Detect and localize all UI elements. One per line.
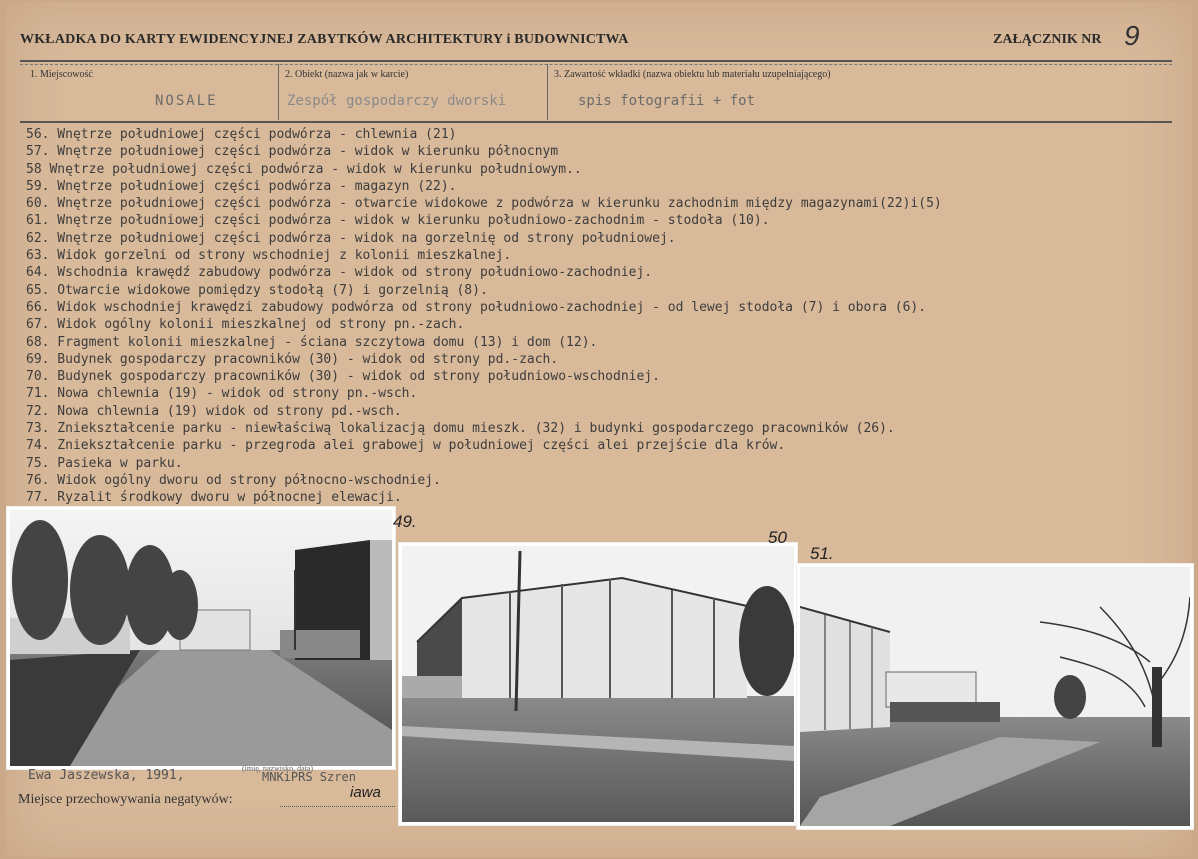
annex-number: 9 [1124, 20, 1140, 51]
list-item: 64. Wschodnia krawędź zabudowy podwórza - widok od strony południowo-zachodniej. [26, 265, 653, 281]
list-item: 67. Widok ogólny kolonii mieszkalnej od strony pn.-zach. [26, 317, 465, 333]
negatives-label: Miejsce przechowywania negatywów: [18, 792, 233, 807]
object-label: 2. Obiekt (nazwa jak w karcie) [285, 69, 409, 80]
photo-number-49: 49. [393, 512, 417, 531]
place-label: 1. Miejscowość [30, 69, 93, 80]
list-item: 63. Widok gorzelni od strony wschodniej z kolonii mieszkalnej. [26, 248, 512, 264]
list-item: 68. Fragment kolonii mieszkalnej - ściana szczytowa domu (13) i dom (12). [26, 334, 598, 350]
photo-49 [6, 506, 396, 770]
header-rule-dashed [20, 64, 1172, 65]
photo-50 [398, 542, 798, 826]
object-value: Zespół gospodarczy dworski [287, 93, 507, 109]
list-item: 72. Nowa chlewnia (19) widok od strony pd.-wsch. [26, 403, 402, 419]
photo-number-51: 51. [810, 544, 834, 563]
annex-label: ZAŁĄCZNIK NR [993, 32, 1102, 47]
place-value: NOSALE [155, 93, 218, 109]
list-item: 77. Ryzalit środkowy dworu w północnej elewacji. [26, 490, 402, 506]
list-item: 65. Otwarcie widokowe pomiędzy stodołą (7) i gorzelnią (8). [26, 282, 488, 298]
list-item: 58 Wnętrze południowej części podwórza - widok w kierunku południowym.. [26, 161, 582, 177]
list-item: 57. Wnętrze południowej części podwórza - widok w kierunku północnym [26, 144, 559, 160]
list-item: 73. Zniekształcenie parku - niewłaściwą lokalizacją domu mieszk. (32) i budynki gospodarczego pracowników (26). [26, 421, 895, 437]
list-item: 62. Wnętrze południowej części podwórza - widok na gorzelnię od strony południowej. [26, 230, 676, 246]
photo-list [26, 126, 1186, 507]
list-item: 60. Wnętrze południowej części podwórza - otwarcie widokowe z podwórza w kierunku zachodnim między magazynami(22)i(5) [26, 196, 942, 212]
photo-51 [796, 563, 1194, 830]
photo-number-50: 50 [768, 528, 787, 547]
list-item: 71. Nowa chlewnia (19) - widok od strony pn.-wsch. [26, 386, 418, 402]
fields-rule [20, 121, 1172, 123]
card-title: WKŁADKA DO KARTY EWIDENCYJNEJ ZABYTKÓW ARCHITEKTURY i BUDOWNICTWA [20, 32, 629, 47]
list-item: 66. Widok wschodniej krawędzi zabudowy podwórza od strony południowo-zachodniej - od lewej stodoła (7) i obora (6). [26, 299, 927, 315]
field-separator [278, 64, 279, 120]
field-separator [547, 64, 548, 120]
content-label: 3. Zawartość wkładki (nazwa obiektu lub materiału uzupełniającego) [554, 69, 831, 80]
author-note: (imię, nazwisko, data) [242, 764, 314, 773]
author-institution: MNKiPRS Szren [262, 770, 356, 784]
photo-author: Ewa Jaszewska, 1991, [28, 768, 185, 783]
list-item: 74. Zniekształcenie parku - przegroda alei grabowej w południowej części alei przejście dla krów. [26, 438, 786, 454]
list-item: 76. Widok ogólny dworu od strony północno-wschodniej. [26, 472, 441, 488]
list-item: 70. Budynek gospodarczy pracowników (30) - widok od strony południowo-wschodniej. [26, 369, 660, 385]
header-rule [20, 60, 1172, 62]
negatives-line [280, 806, 395, 807]
content-value: spis fotografii + fot [578, 93, 756, 109]
list-item: 69. Budynek gospodarczy pracowników (30) - widok od strony pd.-zach. [26, 351, 559, 367]
list-item: 56. Wnętrze południowej części podwórza - chlewnia (21) [26, 127, 457, 142]
list-item: 59. Wnętrze południowej części podwórza - magazyn (22). [26, 178, 457, 194]
list-item: 75. Pasieka w parku. [26, 455, 183, 471]
list-item: 61. Wnętrze południowej części podwórza - widok w kierunku południowo-zachodnim - stodoła (10). [26, 213, 770, 229]
institution-handwritten: iawa [350, 784, 381, 801]
